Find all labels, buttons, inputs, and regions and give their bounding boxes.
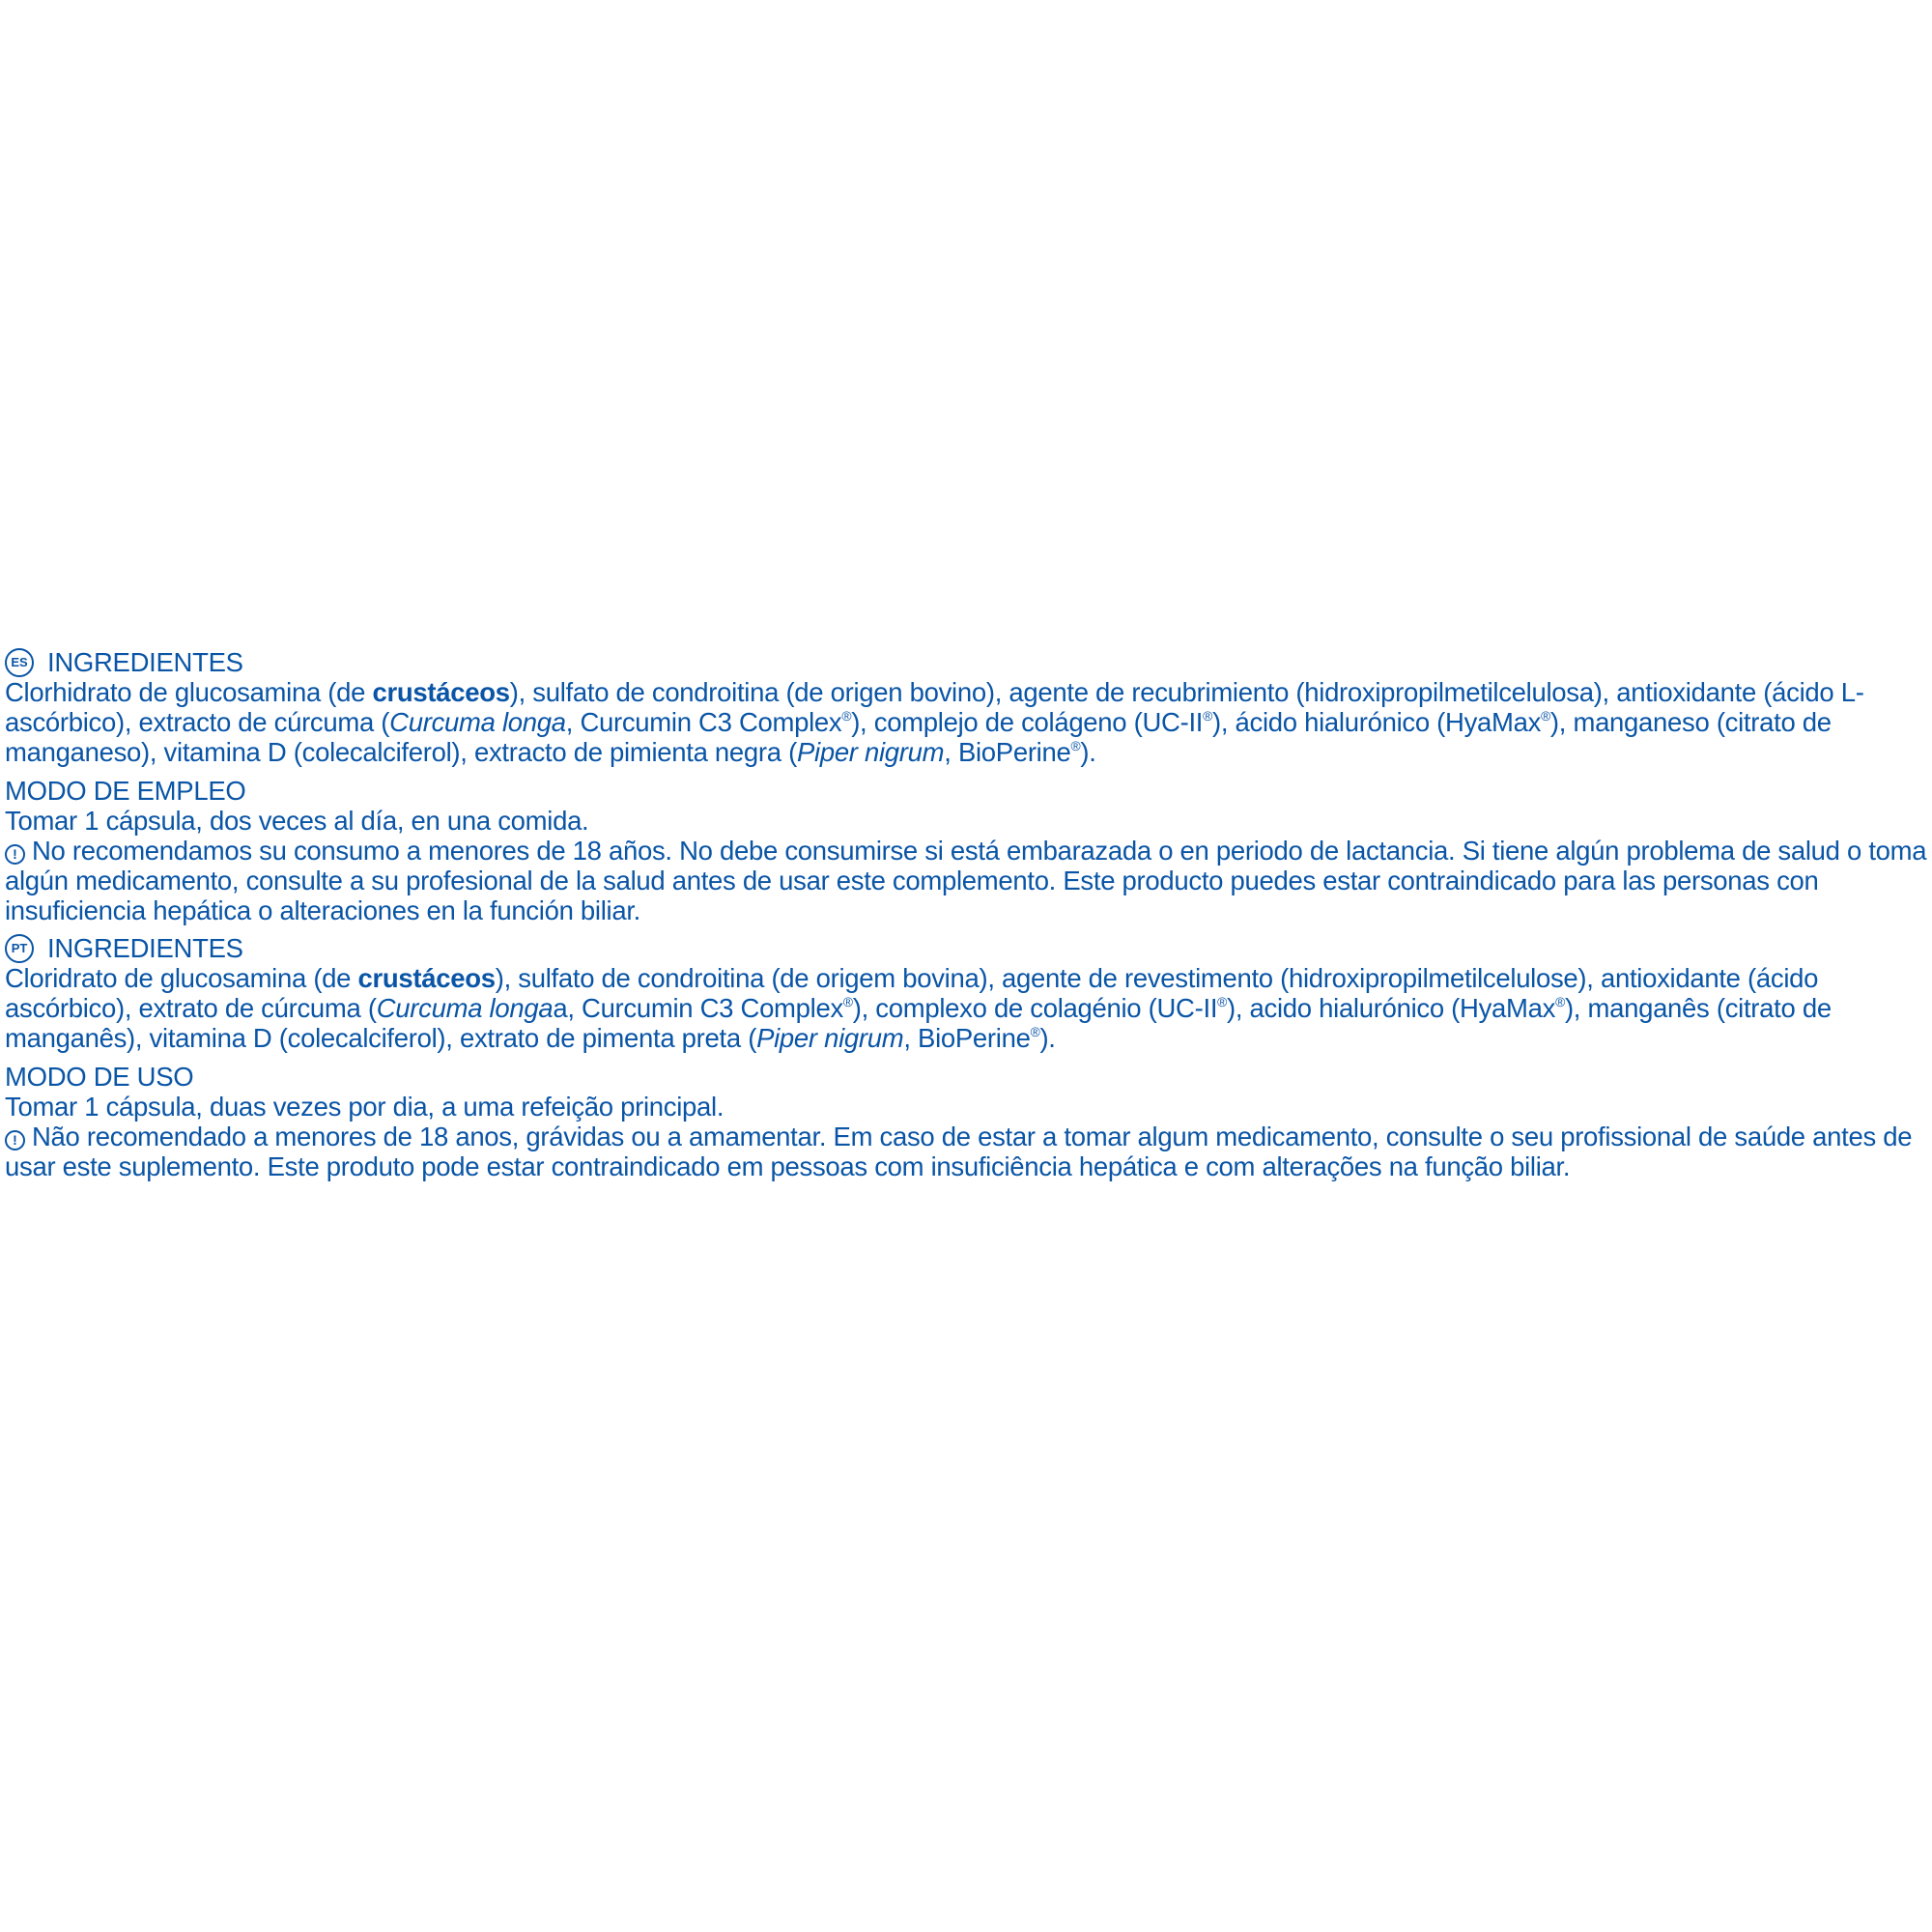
es-ingredients-heading-line [5, 647, 1927, 677]
spanish-section [5, 647, 1927, 925]
es-warning [5, 836, 1927, 925]
pt-allergen-crustaceos: crustáceos [357, 963, 496, 993]
registered-mark: ® [1203, 709, 1212, 724]
warning-icon: ! [5, 1130, 25, 1151]
pt-warning-text: Não recomendado a menores de 18 anos, grávidas ou a amamentar. Em caso de estar a tomar algum medicamento, consulte o seu profissional de saúde antes de usar este suplemento. Este produto pode estar contraindicado em pessoas com insuficiência hepática e com alterações na função biliar. [5, 1122, 1913, 1181]
es-latin-curcuma: Curcuma longa [389, 707, 566, 737]
registered-mark: ® [841, 709, 852, 724]
pt-language-badge-icon: PT [5, 934, 34, 963]
es-usage-heading: MODO DE EMPLEO [5, 776, 246, 806]
es-warning-text: No recomendamos su consumo a menores de 18 años. No debe consumirse si está embarazada o en periodo de lactancia. Si tiene algún problema de salud o toma algún medicamento, consulte a su profesional de la salud antes de usar este complemento. Este producto puedes estar contraindicado para las personas con insuficiencia hepática o alteraciones en la función biliar. [5, 836, 1927, 925]
registered-mark: ® [1030, 1025, 1040, 1039]
es-allergen-crustaceos: crustáceos [372, 677, 510, 707]
es-latin-piper: Piper nigrum [796, 737, 945, 767]
registered-mark: ® [1555, 995, 1565, 1009]
warning-icon: ! [5, 844, 25, 865]
registered-mark: ® [842, 995, 853, 1009]
registered-mark: ® [1541, 709, 1550, 724]
pt-usage-text: Tomar 1 cápsula, duas vezes por dia, a uma refeição principal. [5, 1092, 724, 1122]
pt-latin-curcuma: Curcuma longa [376, 993, 554, 1023]
pt-ingredients-heading: INGREDIENTES [47, 933, 243, 963]
registered-mark: ® [1217, 995, 1228, 1009]
es-language-badge-icon: ES [5, 648, 34, 677]
pt-warning [5, 1122, 1927, 1181]
pt-ingredients-list: Cloridrato de glucosamina (de crustáceos), sulfato de condroitina (de origem bovina), agente de revestimento (hidroxipropilmetilcelulose), antioxidante (ácido ascórbico), extrato de cúrcuma (Curcuma longaa, Curcumin C3 Complex®), complexo de colagénio (UC-II®), acido hialurónico (HyaMax®), manganês (citrato de manganês), vitamina D (colecalciferol), extrato de pimenta preta (Piper nigrum, BioPerine®). [5, 963, 1832, 1053]
portuguese-section [5, 933, 1927, 1181]
es-ingredients-heading: INGREDIENTES [47, 647, 243, 677]
pt-ingredients-heading-line [5, 933, 1927, 963]
product-label-text [5, 647, 1927, 1181]
registered-mark: ® [1070, 739, 1081, 753]
pt-latin-piper: Piper nigrum [756, 1023, 904, 1053]
es-usage-text: Tomar 1 cápsula, dos veces al día, en una comida. [5, 806, 589, 836]
pt-usage-heading: MODO DE USO [5, 1062, 194, 1092]
es-ingredients-list: Clorhidrato de glucosamina (de crustáceos), sulfato de condroitina (de origen bovino), agente de recubrimiento (hidroxipropilmetilcelulosa), antioxidante (ácido L-ascórbico), extracto de cúrcuma (Curcuma longa, Curcumin C3 Complex®), complejo de colágeno (UC-II®), ácido hialurónico (HyaMax®), manganeso (citrato de manganeso), vitamina D (colecalciferol), extracto de pimienta negra (Piper nigrum, BioPerine®). [5, 677, 1864, 767]
